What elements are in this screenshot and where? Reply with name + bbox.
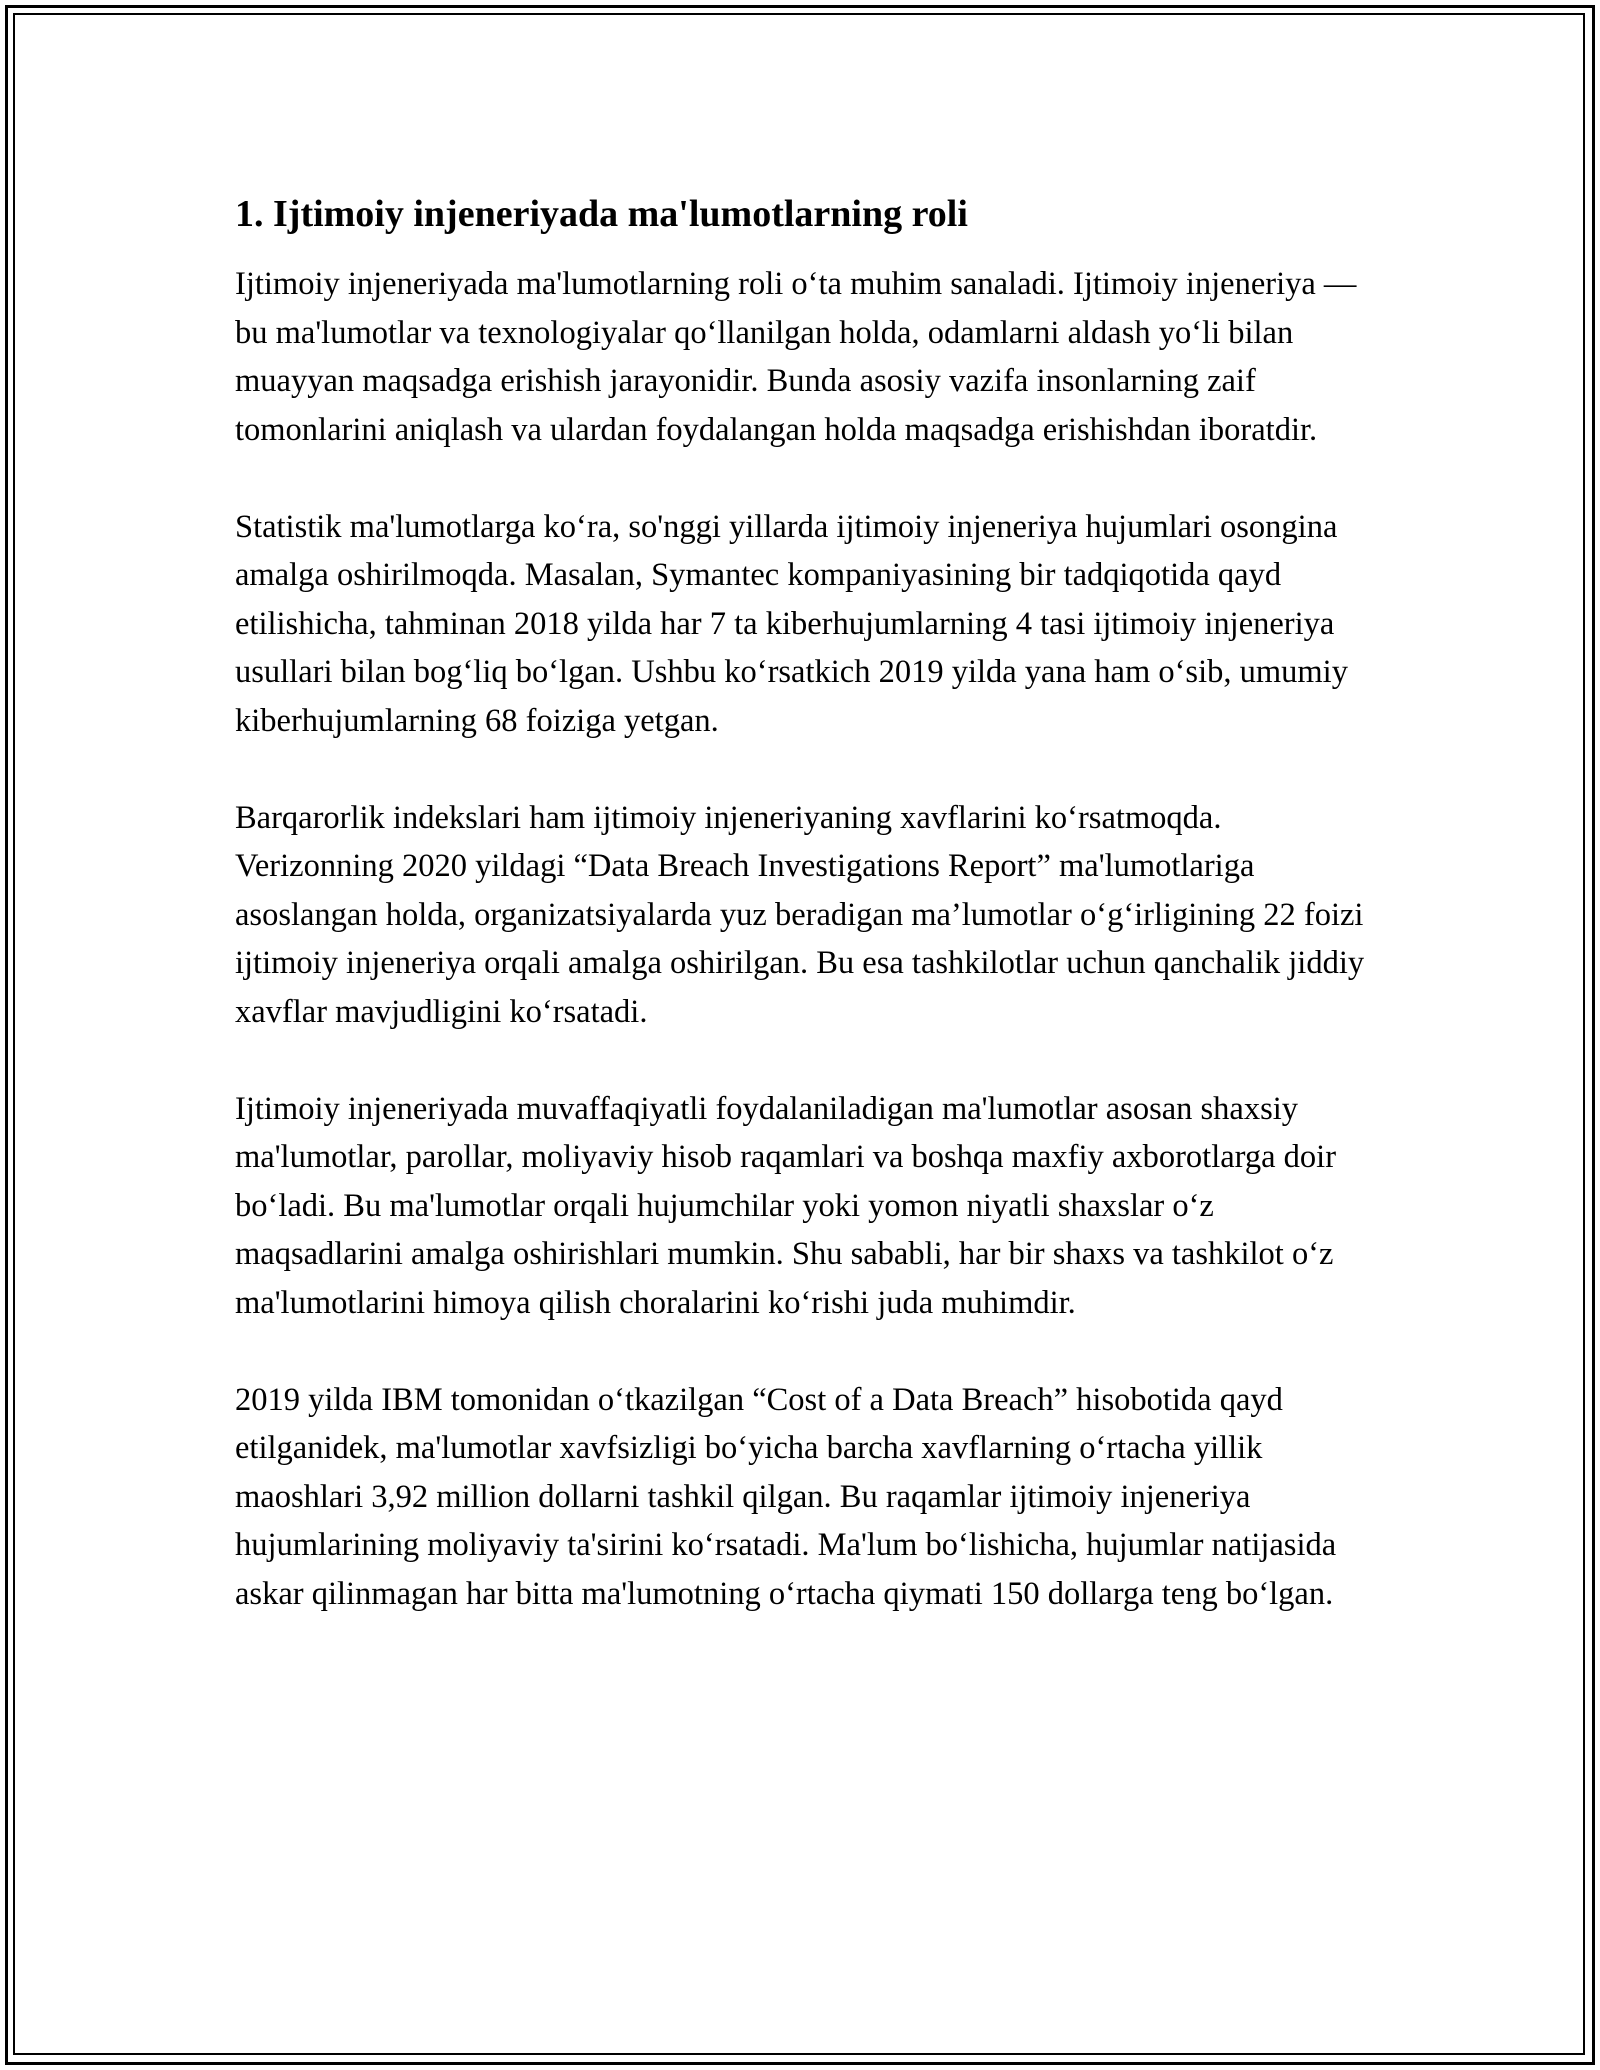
paragraph-5: 2019 yilda IBM tomonidan o‘tkazilgan “Cost of a Data Breach” hisobotida qayd etilganidek, ma'lumotlar xavfsizligi bo‘yicha barcha xavflarning o‘rtacha yillik maoshlari 3,92 million dollarni tashkil qilgan. Bu raqamlar ijtimoiy injeneriya hujumlarining moliyaviy ta'sirini ko‘rsatadi. Ma'lum bo‘lishicha, hujumlar natijasida askar qilinmagan har bitta ma'lumotning o‘rtacha qiymati 150 dollarga teng bo‘lgan. <box>235 1381 1337 1612</box>
document-body <box>235 188 1375 1667</box>
paragraph-1: Ijtimoiy injeneriyada ma'lumotlarning roli o‘ta muhim sanaladi. Ijtimoiy injeneriya — bu ma'lumotlar va texnologiyalar qo‘llanilgan holda, odamlarni aldash yo‘li bilan muayyan maqsadga erishish jarayonidir. Bunda asosiy vazifa insonlarning zaif tomonlarini aniqlash va ulardan foydalangan holda maqsadga erishishdan iboratdir. <box>235 266 1357 448</box>
section-heading: 1. Ijtimoiy injeneriyada ma'lumotlarning roli <box>235 193 968 235</box>
paragraph-3: Barqarorlik indekslari ham ijtimoiy injeneriyaning xavflarini ko‘rsatmoqda. Verizonning 2020 yildagi “Data Breach Investigations Report” ma'lumotlariga asoslangan holda, organizatsiyalarda yuz beradigan ma’lumotlar o‘g‘irligining 22 foizi ijtimoiy injeneriya orqali amalga oshirilgan. Bu esa tashkilotlar uchun qanchalik jiddiy xavflar mavjudligini ko‘rsatadi. <box>235 799 1365 1030</box>
paragraph-4: Ijtimoiy injeneriyada muvaffaqiyatli foydalaniladigan ma'lumotlar asosan shaxsiy ma'lumotlar, parollar, moliyaviy hisob raqamlari va boshqa maxfiy axborotlarga doir bo‘ladi. Bu ma'lumotlar orqali hujumchilar yoki yomon niyatli shaxslar o‘z maqsadlarini amalga oshirishlari mumkin. Shu sababli, har bir shaxs va tashkilot o‘z ma'lumotlarini himoya qilish choralarini ko‘rishi juda muhimdir. <box>235 1090 1337 1321</box>
paragraph-2: Statistik ma'lumotlarga ko‘ra, so'nggi yillarda ijtimoiy injeneriya hujumlari osongina amalga oshirilmoqda. Masalan, Symantec kompaniyasining bir tadqiqotida qayd etilishicha, tahminan 2018 yilda har 7 ta kiberhujumlarning 4 tasi ijtimoiy injeneriya usullari bilan bog‘liq bo‘lgan. Ushbu ko‘rsatkich 2019 yilda yana ham o‘sib, umumiy kiberhujumlarning 68 foiziga yetgan. <box>235 508 1348 739</box>
